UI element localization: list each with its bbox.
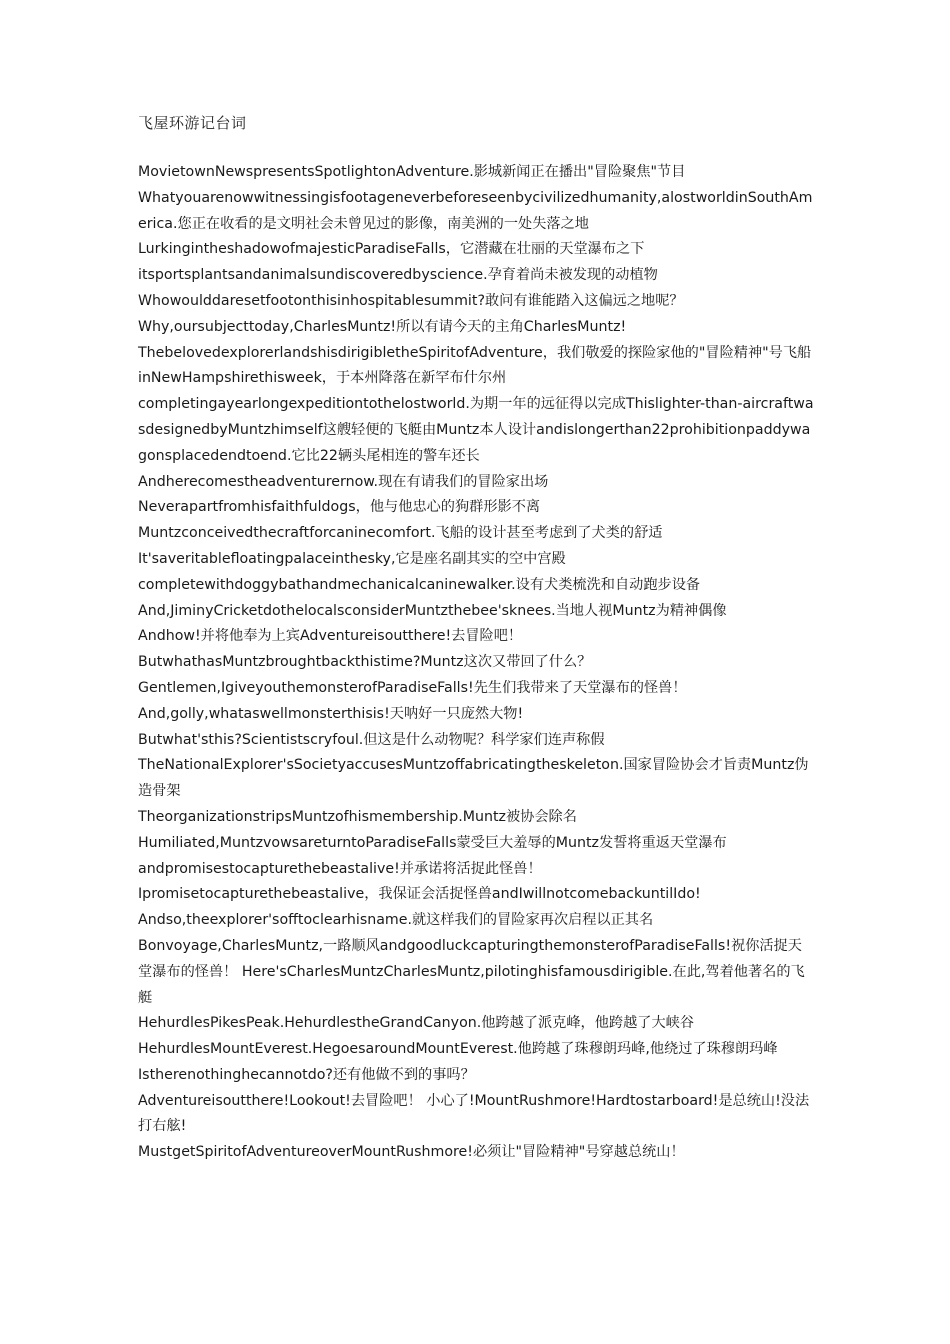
paragraph: TheNationalExplorer'sSocietyaccusesMuntzoffabricatingtheskeleton.国家冒险协会才旨责Muntz伪造骨架 (138, 757, 809, 800)
paragraph: Why,oursubjecttoday,CharlesMuntz!所以有请今天的主角CharlesMuntz! (138, 318, 627, 335)
paragraph: LurkingintheshadowofmajesticParadiseFalls，它潜藏在壮丽的天堂瀑布之下 (138, 241, 645, 258)
paragraph: Humiliated,MuntzvowsareturntoParadiseFalls蒙受巨大羞辱的Muntz发誓将重返天堂瀑布 (138, 834, 727, 851)
paragraph: ButwhathasMuntzbroughtbackthistime?Muntz这次又带回了什么？ (138, 654, 592, 671)
paragraph: Andherecomestheadventurernow.现在有请我们的冒险家出场 (138, 473, 549, 490)
paragraph: itsportsplantsandanimalsundiscoveredbyscience.孕育着尚未被发现的动植物 (138, 267, 658, 284)
paragraph: Butwhat'sthis?Scientistscryfoul.但这是什么动物呢？科学家们连声称假 (138, 731, 605, 748)
paragraph: TheorganizationstripsMuntzofhismembership.Muntz被协会除名 (138, 808, 577, 825)
paragraph: Muntzconceivedthecraftforcaninecomfort.飞船的设计甚至考虑到了犬类的舒适 (138, 525, 663, 542)
paragraph: completingayearlongexpeditiontothelostworld.为期一年的远征得以完成Thislighter-than-aircraftwasdesignedbyMuntzhimself这艘轻便的飞艇由Muntz本人设计andislongerthan22prohibitionpaddywagonsplacedendtoend.它比22辆头尾相连的警车还长 (138, 396, 814, 464)
paragraph: Whatyouarenowwitnessingisfootageneverbeforeseenbycivilizedhumanity,alostworldinSouthAmerica.您正在收看的是文明社会未曾见过的影像，南美洲的一处失落之地 (138, 189, 813, 232)
paragraph: andpromisestocapturethebeastalive!并承诺将活捉此怪兽！ (138, 860, 542, 877)
paragraph: It'saveritablefloatingpalaceinthesky,它是座名副其实的空中宫殿 (138, 550, 566, 567)
paragraph: Bonvoyage,CharlesMuntz,一路顺风andgoodluckcapturingthemonsterofParadiseFalls!祝你活捉天堂瀑布的怪兽！ Here'sCharlesMuntzCharlesMuntz,pilotinghisfamousdirigible.在此,驾着他著名的飞艇 (138, 937, 805, 1006)
paragraph: MovietownNewspresentsSpotlightonAdventure.影城新闻正在播出"冒险聚焦"节目 (138, 164, 686, 180)
paragraph: MustgetSpiritofAdventureoverMountRushmore!必须让"冒险精神"号穿越总统山！ (138, 1144, 685, 1161)
paragraph: Andso,theexplorer'sofftoclearhisname.就这样我们的冒险家再次启程以正其名 (138, 912, 654, 929)
document-title: 飞屋环游记台词 (138, 114, 247, 132)
paragraph: HehurdlesMountEverest.HegoesaroundMountEverest.他跨越了珠穆朗玛峰,他绕过了珠穆朗玛峰 (138, 1041, 778, 1058)
paragraph: Istherenothinghecannotdo?还有他做不到的事吗？ (138, 1066, 475, 1083)
paragraph: ThebelovedexplorerlandshisdirigibletheSpiritofAdventure，我们敬爱的探险家他的"冒险精神"号飞船 (138, 344, 812, 361)
paragraph: Ipromisetocapturethebeastalive，我保证会活捉怪兽andIwillnotcomebackuntilIdo! (138, 886, 701, 903)
paragraph: Neverapartfromhisfaithfuldogs，他与他忠心的狗群形影不离 (138, 499, 541, 516)
paragraph: inNewHampshirethisweek，于本州降落在新罕布什尔州 (138, 370, 507, 387)
paragraph: Gentlemen,IgiveyouthemonsterofParadiseFalls!先生们我带来了天堂瀑布的怪兽！ (138, 679, 687, 696)
paragraph: completewithdoggybathandmechanicalcaninewalker.设有犬类梳洗和自动跑步设备 (138, 576, 701, 593)
paragraph: Whowoulddaresetfootonthisinhospitablesummit?敢问有谁能踏入这偏远之地呢？ (138, 292, 684, 309)
paragraph: And,JiminyCricketdothelocalsconsiderMuntzthebee'sknees.当地人视Muntz为精神偶像 (138, 602, 727, 619)
document-body (138, 160, 814, 1166)
paragraph: HehurdlesPikesPeak.HehurdlestheGrandCanyon.他跨越了派克峰，他跨越了大峡谷 (138, 1015, 695, 1032)
paragraph: And,golly,whataswellmonsterthisis!天呐好一只庞然大物! (138, 705, 524, 722)
paragraph: Andhow!并将他奉为上宾Adventureisoutthere!去冒险吧！ (138, 628, 523, 645)
paragraph: Adventureisoutthere!Lookout!去冒险吧！ 小心了!MountRushmore!Hardtostarboard!是总统山!没法打右舷! (138, 1092, 810, 1135)
